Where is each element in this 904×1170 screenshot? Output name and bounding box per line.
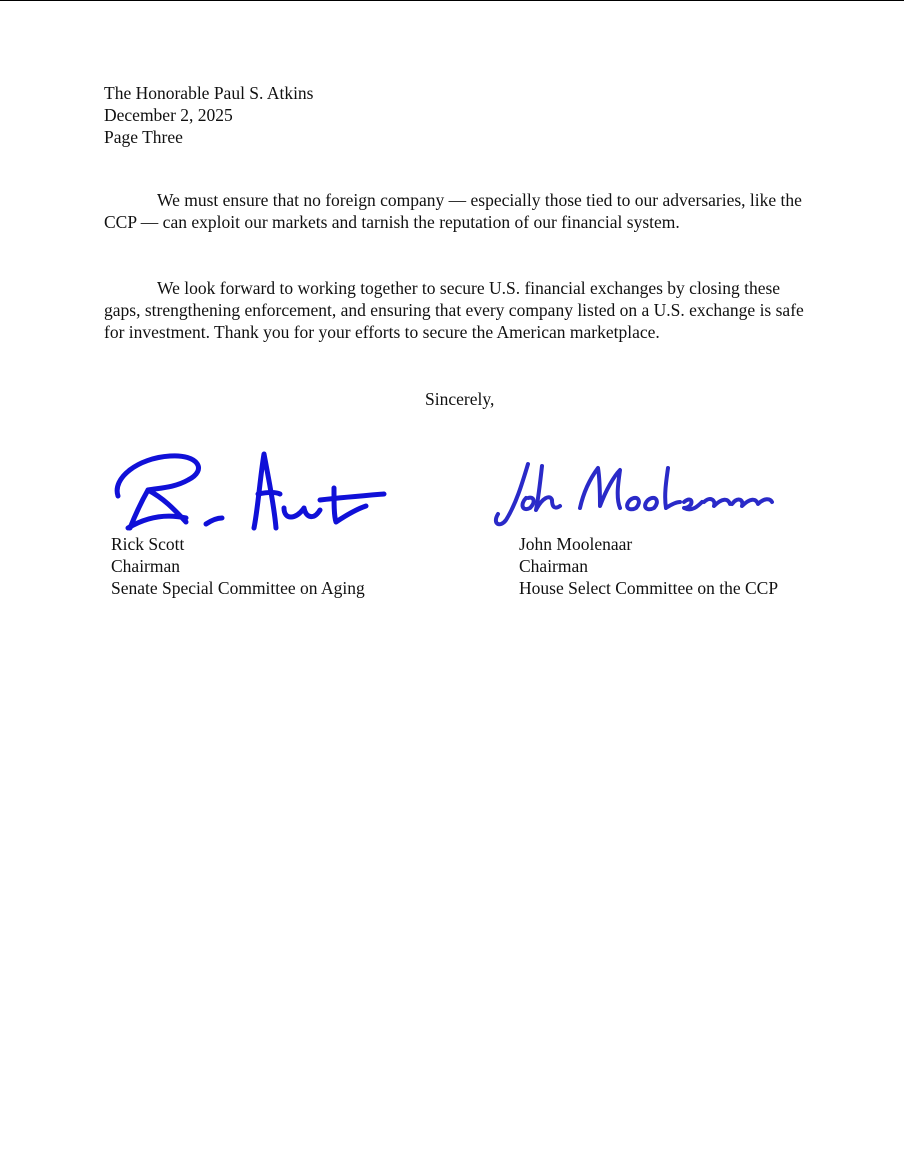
signatory-title: Chairman <box>519 556 589 576</box>
letter-header <box>104 82 314 148</box>
signatory-name: Rick Scott <box>111 534 185 554</box>
signature-john-moolenaar <box>488 454 778 532</box>
signatory-committee: House Select Committee on the CCP <box>519 578 779 598</box>
page-number-line: Page Three <box>104 127 183 147</box>
date-line: December 2, 2025 <box>104 105 233 125</box>
body-paragraph: We look forward to working together to secure U.S. financial exchanges by closing these gaps, strengthening enforcement, and ensuring that every company listed on a U.S. exchange is safe for investment. Thank you for your efforts to secure the American marketplace. <box>104 278 804 342</box>
signature-block-john-moolenaar <box>519 533 778 599</box>
signatory-committee: Senate Special Committee on Aging <box>111 578 365 598</box>
signature-rick-scott <box>108 448 388 538</box>
signatory-name: John Moolenaar <box>519 534 633 554</box>
signatory-title: Chairman <box>111 556 181 576</box>
body-paragraph: We must ensure that no foreign company — especially those tied to our adversaries, like the CCP — can exploit our markets and tarnish the reputation of our financial system. <box>104 190 802 232</box>
signature-block-rick-scott <box>111 533 365 599</box>
recipient-line: The Honorable Paul S. Atkins <box>104 83 314 103</box>
closing-salutation: Sincerely, <box>425 389 495 409</box>
